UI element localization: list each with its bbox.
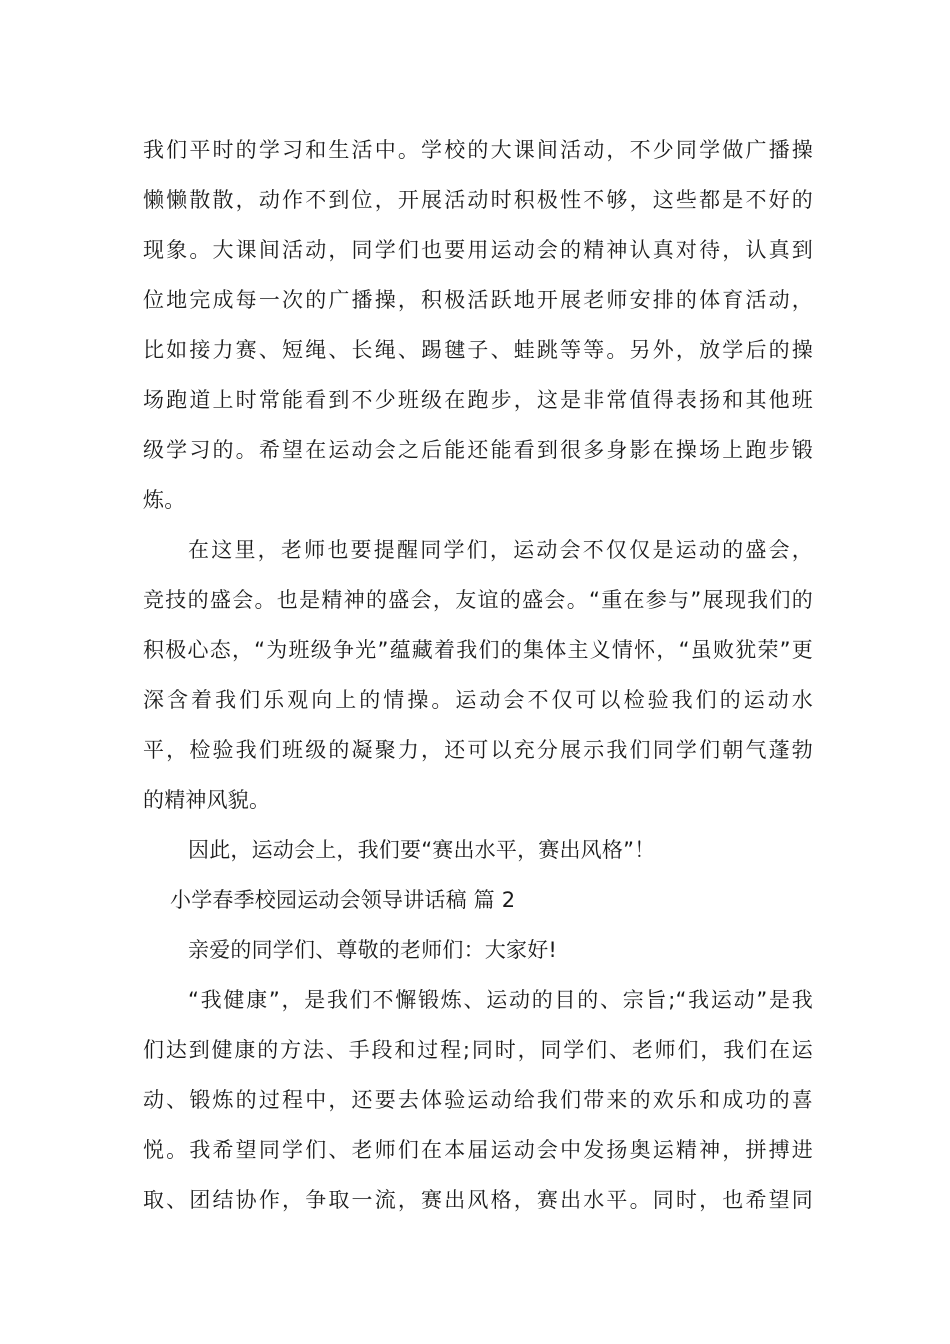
paragraph-line: 悦。我希望同学们、老师们在本届运动会中发扬奥运精神，拼搏进 (143, 1138, 813, 1162)
paragraph-line: 炼。 (143, 488, 186, 512)
paragraph-line: 竞技的盛会。也是精神的盛会，友谊的盛会。“重在参与”展现我们的 (143, 588, 813, 612)
section-heading: 小学春季校园运动会领导讲话稿 篇 2 (170, 888, 516, 912)
paragraph-line: “我健康”，是我们不懈锻炼、运动的目的、宗旨;“我运动”是我 (188, 988, 813, 1012)
paragraph-line: 场跑道上时常能看到不少班级在跑步，这是非常值得表扬和其他班 (143, 388, 813, 412)
paragraph-line: 现象。大课间活动，同学们也要用运动会的精神认真对待，认真到 (143, 238, 813, 262)
paragraph-line: 懒懒散散，动作不到位，开展活动时积极性不够，这些都是不好的 (143, 188, 813, 212)
paragraph-line: 们达到健康的方法、手段和过程;同时，同学们、老师们，我们在运 (143, 1038, 813, 1062)
paragraph-line: 深含着我们乐观向上的情操。运动会不仅可以检验我们的运动水 (143, 688, 813, 712)
paragraph-line: 取、团结协作，争取一流，赛出风格，赛出水平。同时，也希望同 (143, 1188, 813, 1212)
paragraph-line: 级学习的。希望在运动会之后能还能看到很多身影在操场上跑步锻 (143, 438, 813, 462)
paragraph-line: 动、锻炼的过程中，还要去体验运动给我们带来的欢乐和成功的喜 (143, 1088, 813, 1112)
paragraph-line: 积极心态，“为班级争光”蕴藏着我们的集体主义情怀，“虽败犹荣”更 (143, 638, 813, 662)
paragraph-line: 在这里，老师也要提醒同学们，运动会不仅仅是运动的盛会， (188, 538, 813, 562)
paragraph-line: 的精神风貌。 (143, 788, 271, 812)
greeting-line: 亲爱的同学们、尊敬的老师们：大家好! (188, 938, 558, 962)
paragraph-line: 因此，运动会上，我们要“赛出水平，赛出风格”！ (188, 838, 656, 862)
paragraph-line: 比如接力赛、短绳、长绳、踢毽子、蛙跳等等。另外，放学后的操 (143, 338, 813, 362)
paragraph-line: 位地完成每一次的广播操，积极活跃地开展老师安排的体育活动， (143, 288, 813, 312)
paragraph-line: 平，检验我们班级的凝聚力，还可以充分展示我们同学们朝气蓬勃 (143, 738, 813, 762)
paragraph-line: 我们平时的学习和生活中。学校的大课间活动，不少同学做广播操 (143, 138, 813, 162)
